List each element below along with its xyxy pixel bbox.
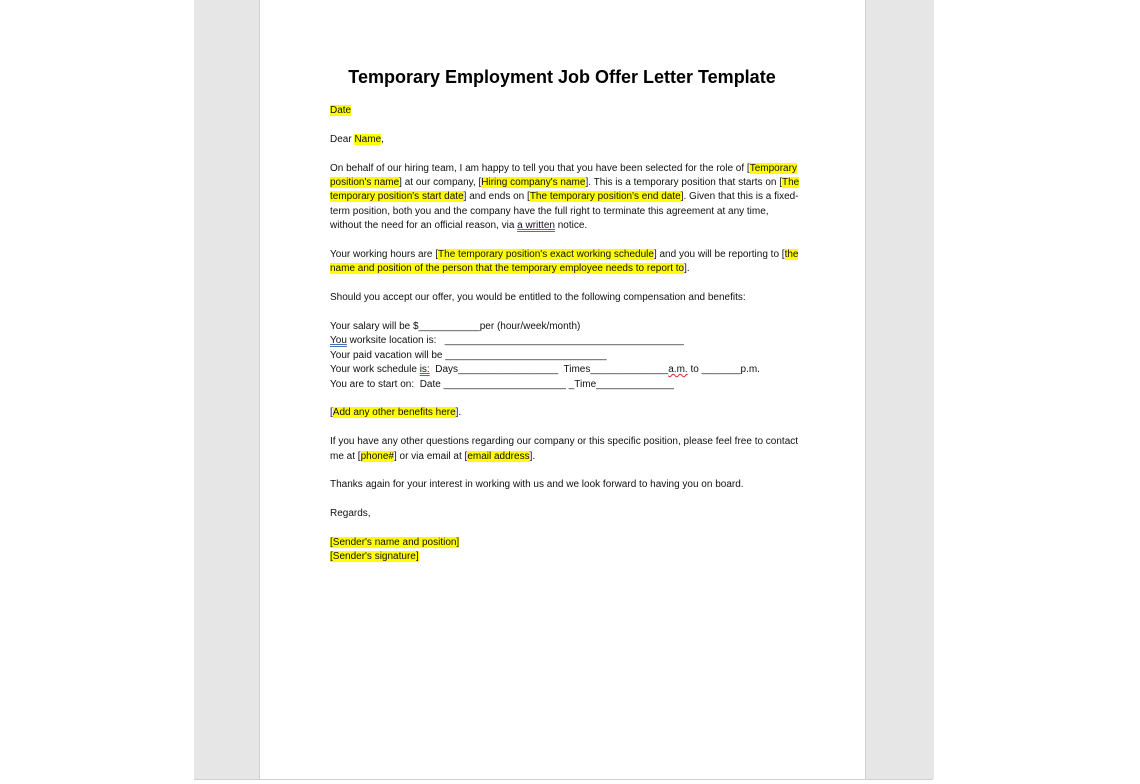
left-margin-gutter (194, 0, 260, 779)
company-name-placeholder: Hiring company's name (481, 177, 586, 188)
end-date-placeholder: The temporary position's end date (529, 191, 681, 203)
paragraph-offer (330, 162, 800, 234)
paragraph-contact (330, 435, 800, 464)
sender-signature-placeholder: [Sender's signature] (330, 551, 419, 563)
greeting-suffix: , (381, 133, 384, 145)
text-segment: ]. (529, 450, 536, 462)
text-segment: ]. (455, 407, 462, 419)
paragraph-hours (330, 248, 800, 277)
text-segment: ] at our company, [ (399, 177, 482, 188)
date-line (330, 104, 800, 118)
grammar-flagged-word: is: (419, 364, 430, 376)
signature-block (330, 536, 800, 565)
closing-line: Regards, (330, 508, 371, 520)
grammar-flagged-text: a written (517, 220, 555, 232)
sender-signature-line (330, 550, 800, 564)
text-segment: Your work schedule (330, 364, 420, 376)
start-line: You are to start on: Date ______________________ _Time______________ (330, 378, 674, 390)
page-bottom-edge (194, 779, 933, 780)
schedule-line (330, 363, 800, 377)
phone-placeholder: phone# (360, 450, 394, 462)
text-segment: to _______p.m. (687, 364, 760, 376)
sender-name-placeholder: [Sender's name and position] (330, 537, 460, 549)
text-segment: ]. Given that this is a fixed-term position, both you and the company have the full right to terminate this agreement at any time, without the need for an official reason, via (330, 191, 799, 232)
text-segment: If you have any other questions regarding our company or this specific position, please feel free to contact me at [ (330, 436, 799, 462)
document-page[interactable] (260, 0, 864, 779)
working-schedule-placeholder: The temporary position's exact working schedule (438, 249, 654, 261)
text-segment: Your working hours are [ (330, 249, 439, 261)
spelling-flagged-word: a.m. (668, 364, 688, 376)
date-placeholder: Date (330, 105, 352, 116)
text-segment: worksite location is: ___________________________________________ (346, 335, 684, 347)
text-segment: ] and ends on [ (463, 191, 530, 203)
greeting-prefix: Dear (330, 133, 355, 145)
grammar-flagged-word: You (330, 335, 347, 347)
right-margin-gutter (865, 0, 934, 779)
text-segment: ]. This is a temporary position that starts on [ (585, 177, 783, 188)
email-placeholder: email address (467, 450, 530, 462)
compensation-block (330, 320, 800, 392)
greeting-line (330, 133, 800, 147)
text-segment: On behalf of our hiring team, I am happy to tell you that you have been selected for the role of [ (330, 162, 750, 174)
position-name-placeholder: Temporary position's name (330, 162, 797, 188)
paragraph-thanks: Thanks again for your interest in working with us and we look forward to having you on board. (330, 479, 744, 491)
benefits-line (330, 406, 800, 420)
start-date-placeholder: The temporary position's start date (330, 177, 800, 203)
text-segment: [ (330, 407, 333, 419)
benefits-placeholder: Add any other benefits here (332, 407, 456, 419)
text-segment: ] and you will be reporting to [ (653, 249, 785, 261)
document-title: Temporary Employment Job Offer Letter Template (348, 67, 776, 87)
paragraph-compensation-intro: Should you accept our offer, you would be entitled to the following compensation and benefits: (330, 292, 746, 304)
text-segment: Days__________________ Times______________ (429, 364, 669, 376)
name-placeholder: Name (354, 133, 382, 145)
text-segment: notice. (554, 220, 588, 232)
worksite-line (330, 334, 800, 348)
text-segment: ] or via email at [ (393, 450, 468, 462)
sender-name-line (330, 536, 800, 550)
vacation-line: Your paid vacation will be _____________________________ (330, 349, 607, 361)
supervisor-placeholder: the name and position of the person that the temporary employee needs to report to (330, 249, 799, 275)
document-body[interactable] (330, 66, 800, 565)
salary-line: Your salary will be $___________per (hour/week/month) (330, 321, 581, 333)
text-segment: ]. (684, 263, 690, 275)
